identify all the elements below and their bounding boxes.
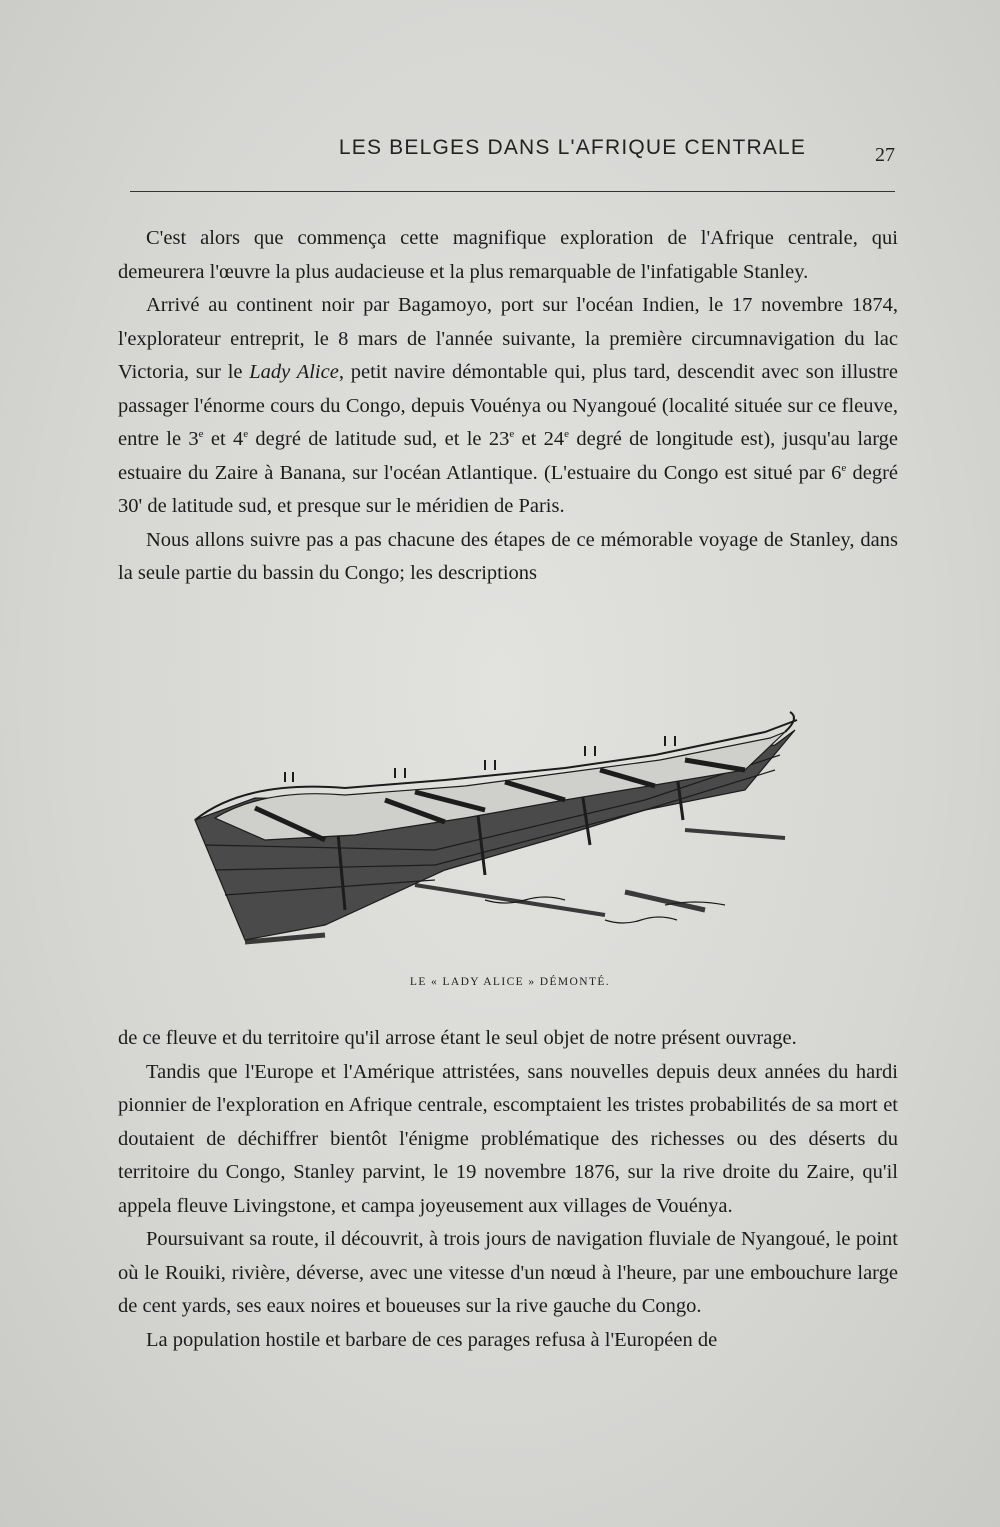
boat-illustration [185, 710, 885, 960]
text-run: Arrivé au continent noir par Bagamoyo, port sur l'océan Indien, le 17 novembre 1874, l'explorateur entreprit, le 8 mars de l'année suivante, la première circumnavigation du lac Victoria, sur le [118, 294, 898, 383]
paragraph: de ce fleuve et du territoire qu'il arrose étant le seul objet de notre présent ouvrage. [118, 1027, 797, 1049]
superscript: e [564, 428, 570, 441]
superscript: e [198, 428, 204, 441]
text-run: degré 30' de latitude sud, et presque sur le méridien de Paris. [118, 461, 898, 517]
text-run: , petit navire démontable qui, plus tard, descendit avec son illustre passager l'énorme cours du Congo, depuis Vouénya ou Nyangoué (localité située sur ce fleuve, entre le 3 [118, 361, 898, 450]
text-block-bottom [118, 1022, 898, 1357]
running-title: LES BELGES DANS L'AFRIQUE CENTRALE [338, 136, 807, 159]
paragraph: Nous allons suivre pas a pas chacune des étapes de ce mémorable voyage de Stanley, dans la seule partie du bassin du Congo; les descriptions [118, 528, 898, 584]
ship-name: Lady Alice [249, 361, 339, 383]
text-run: degré de latitude sud, et le 23 [248, 428, 510, 450]
paragraph: La population hostile et barbare de ces parages refusa à l'Européen de [146, 1328, 718, 1351]
page-number: 27 [875, 144, 895, 166]
paragraph: C'est alors que commença cette magnifique exploration de l'Afrique centrale, qui demeurera l'œuvre la plus audacieuse et la plus remarquable de l'infatigable Stanley. [118, 227, 898, 283]
paragraph [118, 289, 898, 524]
text-run: et 4 [203, 428, 244, 450]
paragraph: Poursuivant sa route, il découvrit, à trois jours de navigation fluviale de Nyangoué, le point où le Rouiki, rivière, déverse, avec une vitesse d'un nœud à l'heure, par une embouchure large de cent yards, ses eaux noires et boueuses sur la rive gauche du Congo. [118, 1228, 898, 1317]
paragraph: Tandis que l'Europe et l'Amérique attristées, sans nouvelles depuis deux années du hardi pionnier de l'exploration en Afrique centrale, escomptaient les tristes probabilités de sa mort et doutaient de déchiffrer bientôt l'énigme problématique des richesses ou des déserts du territoire du Congo, Stanley parvint, le 19 novembre 1876, sur la rive droite du Zaire, qu'il appela fleuve Livingstone, et campa joyeusement aux villages de Vouénya. [118, 1060, 898, 1217]
header-rule [130, 191, 895, 192]
text-block-top [118, 222, 898, 591]
text-run: degré de longitude est), jusqu'au large estuaire du Zaire à Banana, sur l'océan Atlantique. (L'estuaire du Congo est situé par 6 [118, 428, 898, 484]
lady-alice-boat-drawing [185, 710, 885, 960]
running-head [130, 136, 895, 172]
superscript: e [841, 461, 847, 474]
superscript: e [509, 428, 515, 441]
text-run: et 24 [514, 428, 565, 450]
figure-caption: LE « LADY ALICE » DÉMONTÉ. [409, 976, 611, 988]
superscript: e [243, 428, 249, 441]
